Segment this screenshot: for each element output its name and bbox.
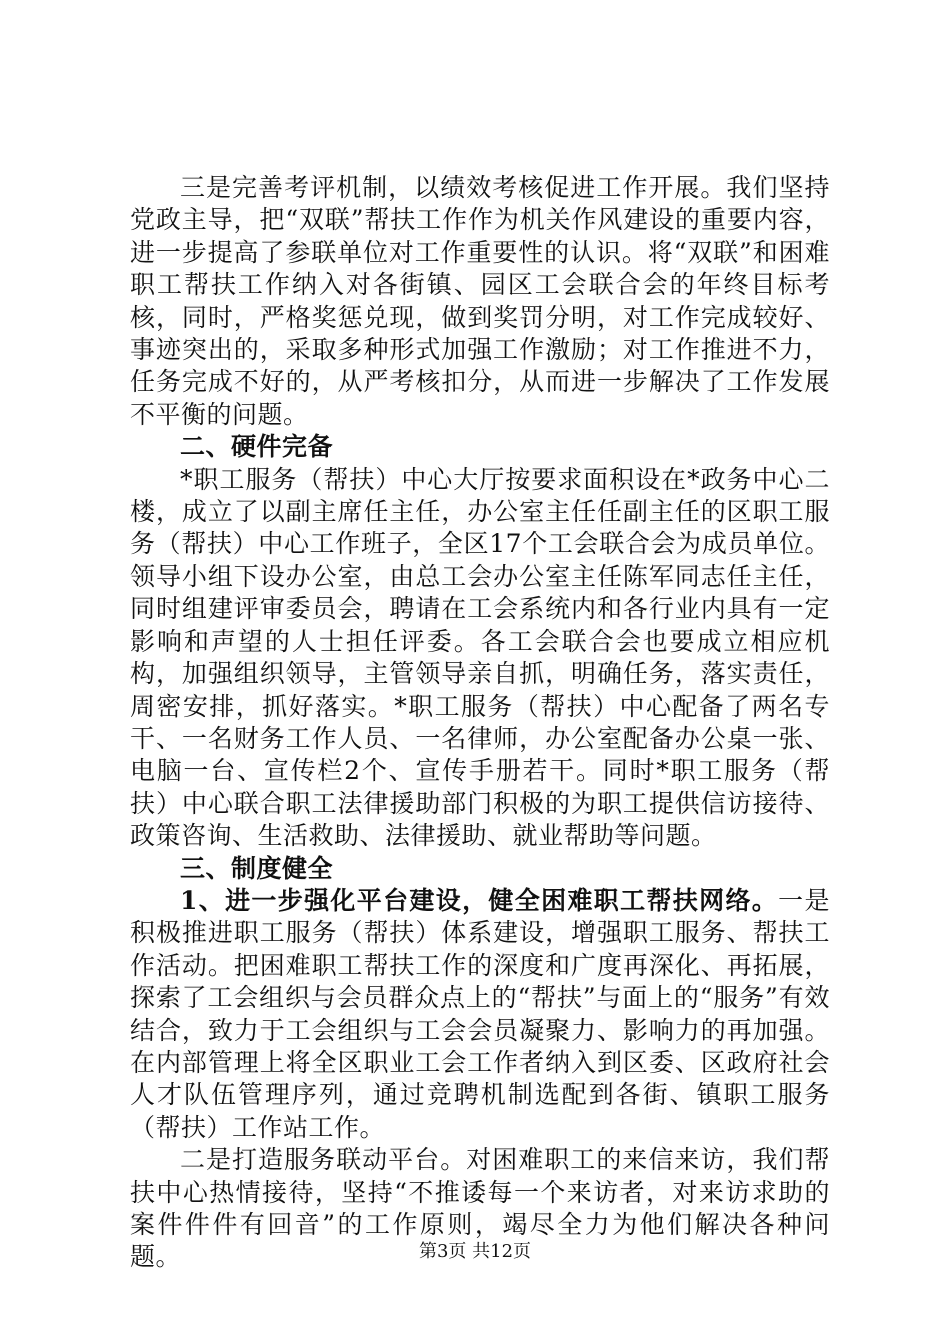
paragraph-platform-building-lead: 1、进一步强化平台建设，健全困难职工帮扶网络。	[180, 885, 779, 915]
paragraph-platform-building-body: 一是积极推进职工服务（帮扶）体系建设，增强职工服务、帮扶工作活动。把困难职工帮扶工作的深度和广度再深化、再拓展，探索了工会组织与会员群众点上的“帮扶”与面上的“服务”有效结合，致力于工会组织与工会会员凝聚力、影响力的再加强。在内部管理上将全区职业工会工作者纳入到区委、区政府社会人才队伍管理序列，通过竞聘机制选配到各街、镇职工服务（帮扶）工作站工作。	[130, 885, 830, 1142]
document-body	[130, 172, 830, 1274]
page-number-footer: 第3页 共12页	[418, 1241, 532, 1262]
paragraph-service-linkage: 二是打造服务联动平台。对困难职工的来信来访，我们帮扶中心热情接待，坚持“不推诿每一个来访者，对来访求助的案件件件有回音”的工作原则，竭尽全力为他们解决各种问题。	[130, 1145, 830, 1272]
paragraph-service-center: *职工服务（帮扶）中心大厅按要求面积设在*政务中心二楼，成立了以副主席任主任，办公室主任任副主任的区职工服务（帮扶）中心工作班子，全区17个工会联合会为成员单位。领导小组下设办公室，由总工会办公室主任陈军同志任主任，同时组建评审委员会，聘请在工会系统内和各行业内具有一定影响和声望的人士担任评委。各工会联合会也要成立相应机构，加强组织领导，主管领导亲自抓，明确任务，落实责任，周密安排，抓好落实。*职工服务（帮扶）中心配备了两名专干、一名财务工作人员、一名律师，办公室配备办公桌一张、电脑一台、宣传栏2个、宣传手册若干。同时*职工服务（帮扶）中心联合职工法律援助部门积极的为职工提供信访接待、政策咨询、生活救助、法律援助、就业帮助等问题。	[130, 464, 830, 851]
paragraph-platform-building	[130, 885, 830, 1144]
heading-hardware: 二、硬件完备	[180, 432, 334, 462]
paragraph-evaluation-mechanism: 三是完善考评机制，以绩效考核促进工作开展。我们坚持党政主导，把“双联”帮扶工作作为机关作风建设的重要内容，进一步提高了参联单位对工作重要性的认识。将“双联”和困难职工帮扶工作纳入对各街镇、园区工会联合会的年终目标考核，同时，严格奖惩兑现，做到奖罚分明，对工作完成较好、事迹突出的，采取多种形式加强工作激励；对工作推进不力，任务完成不好的，从严考核扣分，从而进一步解决了工作发展不平衡的问题。	[130, 173, 830, 429]
heading-system: 三、制度健全	[180, 853, 334, 883]
